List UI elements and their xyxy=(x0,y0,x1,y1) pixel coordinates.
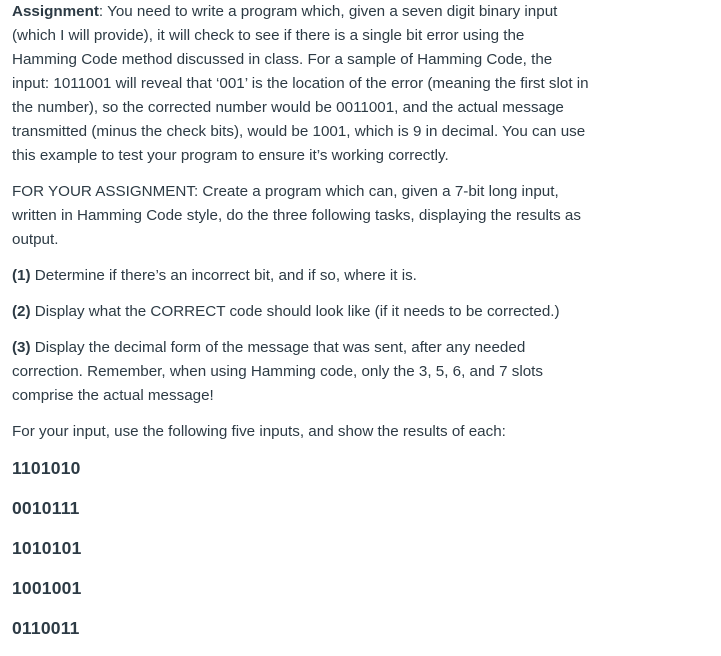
input-item: 0010111 xyxy=(12,498,80,518)
task-2-number: (2) xyxy=(12,303,31,320)
input-item: 1001001 xyxy=(12,578,82,598)
task-1 xyxy=(12,264,592,288)
input-item: 1010101 xyxy=(12,538,82,558)
intro-paragraph xyxy=(12,0,592,168)
assignment-document xyxy=(12,0,592,656)
input-item: 1101010 xyxy=(12,458,81,478)
task-1-text: Determine if there’s an incorrect bit, and if so, where it is. xyxy=(30,267,417,284)
input-item: 0110011 xyxy=(12,618,80,638)
instruction-paragraph: For your input, use the following five inputs, and show the results of each: xyxy=(12,423,506,440)
task-3-text: Display the decimal form of the message that was sent, after any needed correction. Remember, when using Hamming code, only the 3, 5, 6, and 7 slots comprise the actual message! xyxy=(12,339,543,404)
input-list xyxy=(12,456,592,640)
task-2-text: Display what the CORRECT code should look like (if it needs to be corrected.) xyxy=(30,303,560,320)
task-3 xyxy=(12,336,592,408)
assignment-label: Assignment xyxy=(12,3,99,20)
intro-text: : You need to write a program which, given a seven digit binary input (which I will provide), it will check to see if there is a single bit error using the Hamming Code method discussed in class. For a sample of Hamming Code, the input: 1011001 will reveal that ‘001’ is the location of the error (meaning the first slot in the number), so the corrected number would be 0011001, and the actual message transmitted (minus the check bits), would be 1001, which is 9 in decimal. You can use this example to test your program to ensure it’s working correctly. xyxy=(12,3,589,164)
task-3-number: (3) xyxy=(12,339,31,356)
assignment-paragraph: FOR YOUR ASSIGNMENT: Create a program which can, given a 7-bit long input, written in Hamming Code style, do the three following tasks, displaying the results as output. xyxy=(12,183,581,248)
task-1-number: (1) xyxy=(12,267,31,284)
task-2 xyxy=(12,300,592,324)
